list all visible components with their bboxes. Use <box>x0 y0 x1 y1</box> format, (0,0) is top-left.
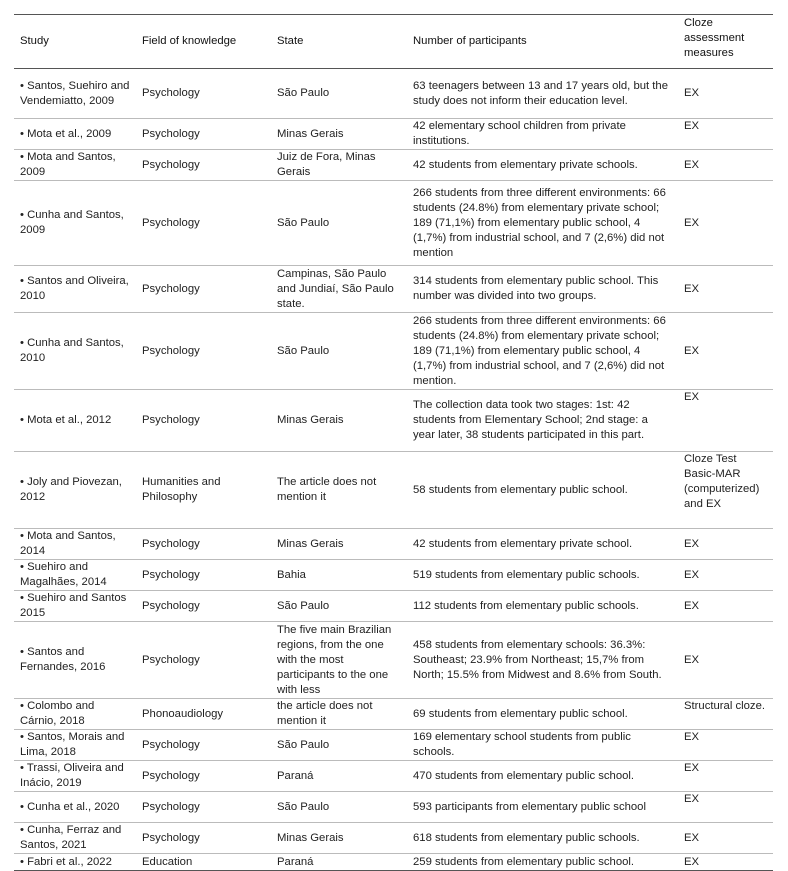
cell-field: Psychology <box>136 792 271 823</box>
cell-field: Psychology <box>136 622 271 699</box>
cell-cloze: EX <box>678 150 773 181</box>
table-row <box>14 390 773 452</box>
cell-cloze: EX <box>678 761 773 792</box>
cell-participants: 69 students from elementary public school. <box>407 699 678 730</box>
cell-study: • Cunha and Santos, 2010 <box>14 313 136 390</box>
cell-study: • Santos, Morais and Lima, 2018 <box>14 730 136 761</box>
header-row <box>14 15 773 69</box>
cell-field: Psychology <box>136 69 271 119</box>
cell-study: • Joly and Piovezan, 2012 <box>14 452 136 529</box>
cell-field: Humanities and Philosophy <box>136 452 271 529</box>
table-row <box>14 69 773 119</box>
cell-state: The article does not mention it <box>271 452 407 529</box>
cell-study: • Santos and Fernandes, 2016 <box>14 622 136 699</box>
cell-study: • Colombo and Cárnio, 2018 <box>14 699 136 730</box>
cell-participants: 458 students from elementary schools: 36.3%: Southeast; 23.9% from Northeast; 15,7% from North; 15.5% from Midwest and 8.6% from South. <box>407 622 678 699</box>
cell-study: • Santos and Oliveira, 2010 <box>14 266 136 313</box>
cell-study: • Cunha et al., 2020 <box>14 792 136 823</box>
cell-state: the article does not mention it <box>271 699 407 730</box>
cell-field: Psychology <box>136 150 271 181</box>
table-row <box>14 529 773 560</box>
cell-cloze: EX <box>678 313 773 390</box>
cell-cloze: EX <box>678 854 773 871</box>
cell-state: São Paulo <box>271 181 407 266</box>
cell-participants: 470 students from elementary public school. <box>407 761 678 792</box>
cell-participants: 112 students from elementary public schools. <box>407 591 678 622</box>
cell-field: Psychology <box>136 591 271 622</box>
cell-cloze: EX <box>678 390 773 452</box>
cell-state: Juiz de Fora, Minas Gerais <box>271 150 407 181</box>
cell-participants: 266 students from three different environments: 66 students (24.8%) from elementary private school; 189 (71,1%) from elementary public school, 4 (1,7%) from industrial school, and 7 (2,6%) did not mention. <box>407 313 678 390</box>
cell-cloze: EX <box>678 823 773 854</box>
table-row <box>14 622 773 699</box>
cell-state: Bahia <box>271 560 407 591</box>
cell-state: Minas Gerais <box>271 390 407 452</box>
cell-state: São Paulo <box>271 792 407 823</box>
cell-participants: 42 students from elementary private schools. <box>407 150 678 181</box>
cell-study: • Mota and Santos, 2014 <box>14 529 136 560</box>
cell-field: Psychology <box>136 119 271 150</box>
header-participants: Number of participants <box>407 15 678 69</box>
cell-study: • Suehiro and Santos 2015 <box>14 591 136 622</box>
cell-cloze: EX <box>678 622 773 699</box>
table-row <box>14 591 773 622</box>
cell-participants: 169 elementary school students from public schools. <box>407 730 678 761</box>
cell-cloze: EX <box>678 792 773 823</box>
cell-field: Psychology <box>136 761 271 792</box>
table-row <box>14 150 773 181</box>
header-field: Field of knowledge <box>136 15 271 69</box>
cell-state: São Paulo <box>271 313 407 390</box>
cell-participants: 519 students from elementary public schools. <box>407 560 678 591</box>
cell-study: • Cunha, Ferraz and Santos, 2021 <box>14 823 136 854</box>
cell-cloze: EX <box>678 560 773 591</box>
cell-cloze: Structural cloze. <box>678 699 773 730</box>
table-row <box>14 761 773 792</box>
cell-study: • Santos, Suehiro and Vendemiatto, 2009 <box>14 69 136 119</box>
table-body <box>14 69 773 871</box>
cell-participants: 42 students from elementary private school. <box>407 529 678 560</box>
table-row <box>14 854 773 871</box>
table-row <box>14 823 773 854</box>
cell-participants: 58 students from elementary public school. <box>407 452 678 529</box>
cell-participants: 63 teenagers between 13 and 17 years old, but the study does not inform their education level. <box>407 69 678 119</box>
cell-study: • Cunha and Santos, 2009 <box>14 181 136 266</box>
cell-cloze: EX <box>678 181 773 266</box>
cell-cloze: Cloze Test Basic-MAR (computerized) and EX <box>678 452 773 529</box>
cell-state: Campinas, São Paulo and Jundiaí, São Paulo state. <box>271 266 407 313</box>
cell-state: São Paulo <box>271 591 407 622</box>
cell-study: • Mota and Santos, 2009 <box>14 150 136 181</box>
table-row <box>14 792 773 823</box>
cell-cloze: EX <box>678 591 773 622</box>
cell-study: • Mota et al., 2012 <box>14 390 136 452</box>
cell-field: Psychology <box>136 266 271 313</box>
table-row <box>14 266 773 313</box>
cell-state: Paraná <box>271 761 407 792</box>
header-study: Study <box>14 15 136 69</box>
cell-participants: 618 students from elementary public schools. <box>407 823 678 854</box>
cell-field: Education <box>136 854 271 871</box>
cell-state: Paraná <box>271 854 407 871</box>
cell-state: Minas Gerais <box>271 119 407 150</box>
header-state: State <box>271 15 407 69</box>
cell-study: • Suehiro and Magalhães, 2014 <box>14 560 136 591</box>
cell-field: Psychology <box>136 390 271 452</box>
cell-participants: 593 participants from elementary public school <box>407 792 678 823</box>
cell-participants: The collection data took two stages: 1st: 42 students from Elementary School; 2nd stage: a year later, 38 students participated in this part. <box>407 390 678 452</box>
cell-field: Psychology <box>136 529 271 560</box>
cell-field: Psychology <box>136 730 271 761</box>
cell-cloze: EX <box>678 730 773 761</box>
cell-study: • Trassi, Oliveira and Inácio, 2019 <box>14 761 136 792</box>
cell-state: The five main Brazilian regions, from the one with the most participants to the one with less <box>271 622 407 699</box>
table-row <box>14 119 773 150</box>
cell-field: Psychology <box>136 560 271 591</box>
table-row <box>14 699 773 730</box>
cell-cloze: EX <box>678 69 773 119</box>
cell-participants: 42 elementary school children from private institutions. <box>407 119 678 150</box>
cell-state: São Paulo <box>271 69 407 119</box>
cell-state: Minas Gerais <box>271 823 407 854</box>
cell-field: Phonoaudiology <box>136 699 271 730</box>
cell-field: Psychology <box>136 313 271 390</box>
header-cloze: Cloze assessment measures <box>678 15 773 69</box>
table-row <box>14 560 773 591</box>
cell-field: Psychology <box>136 181 271 266</box>
cell-study: • Fabri et al., 2022 <box>14 854 136 871</box>
cell-cloze: EX <box>678 266 773 313</box>
table-row <box>14 313 773 390</box>
table-header <box>14 15 773 69</box>
cell-participants: 259 students from elementary public school. <box>407 854 678 871</box>
cell-field: Psychology <box>136 823 271 854</box>
cell-participants: 314 students from elementary public school. This number was divided into two groups. <box>407 266 678 313</box>
cell-cloze: EX <box>678 119 773 150</box>
table-row <box>14 452 773 529</box>
cell-state: São Paulo <box>271 730 407 761</box>
cell-cloze: EX <box>678 529 773 560</box>
table-row <box>14 730 773 761</box>
cell-state: Minas Gerais <box>271 529 407 560</box>
cell-participants: 266 students from three different environments: 66 students (24.8%) from elementary private school; 189 (71,1%) from elementary public school, 4 (1,7%) from industrial school, and 7 (2,6%) did not mention <box>407 181 678 266</box>
table-row <box>14 181 773 266</box>
cell-study: • Mota et al., 2009 <box>14 119 136 150</box>
studies-table <box>14 14 773 871</box>
